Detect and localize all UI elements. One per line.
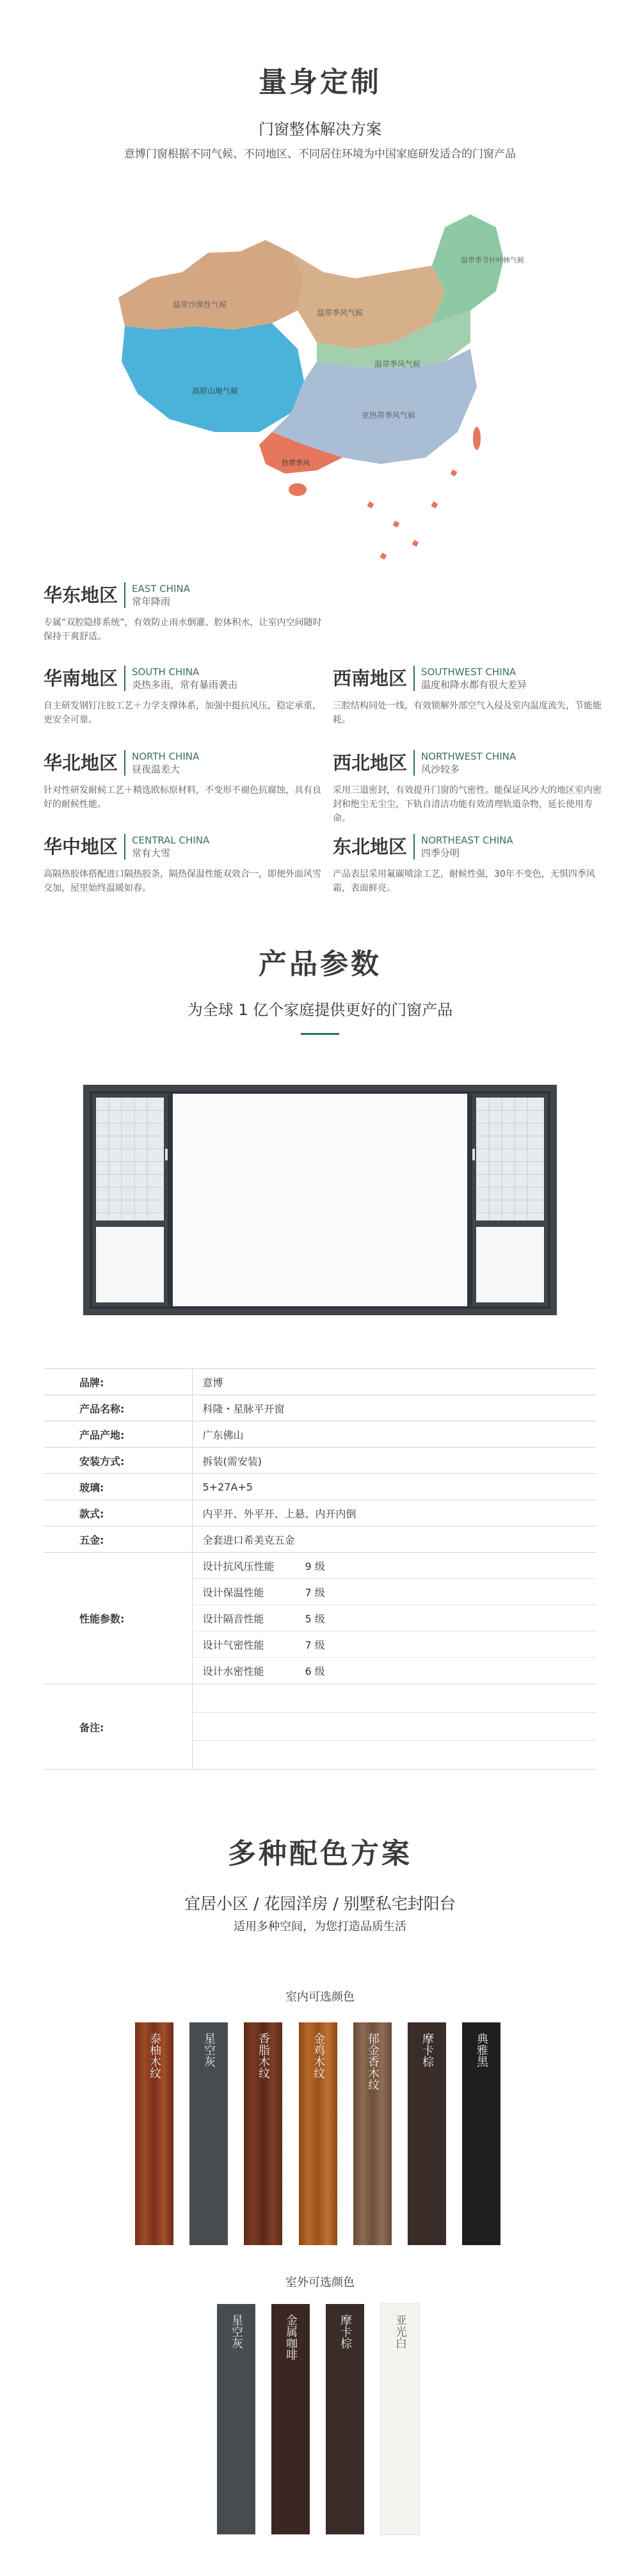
region-central-china: [44, 834, 325, 895]
map-island-south-5: [451, 470, 458, 477]
color-swatch-indoor[interactable]: [353, 2022, 392, 2245]
table-row-performance: [44, 1553, 596, 1684]
region-divider: [124, 750, 125, 776]
region-name: 西南地区: [333, 668, 408, 689]
region-desc: 专属“双腔隐排系统”，有效防止雨水倒灌、腔体积水，让室内空间随时保持干爽舒适。: [44, 618, 322, 642]
table-row: [44, 1500, 596, 1526]
region-divider: [124, 834, 125, 860]
swatch-label: 金鸡木纹: [312, 2033, 325, 2079]
performance-level: 7 级: [305, 1586, 325, 1599]
region-desc: 高隔热胶体搭配进口隔热胶条，隔热保温性能双效合一，即便外面风雪交加，屋里始终温暖如春。: [44, 869, 321, 893]
outdoor-colors-label: 室外可选颜色: [285, 2276, 355, 2289]
map-label-tropical: 热带季风: [282, 460, 310, 467]
map-label-north: 温带季风气候: [317, 308, 364, 317]
region-east-china: [44, 582, 325, 644]
performance-item: [193, 1553, 597, 1579]
region-north-china: [44, 750, 325, 812]
note-cells: [192, 1684, 596, 1770]
color-swatch-indoor[interactable]: [135, 2022, 173, 2245]
map-label-south: 亚热带季风气候: [362, 411, 416, 420]
region-desc: 针对性研发耐候工艺＋精选欧标原材料，不变形不褪色抗腐蚀，具有良好的耐候性能。: [44, 785, 321, 810]
param-value: 内平开、外平开、上悬、内开内倒: [192, 1500, 596, 1526]
region-desc: 采用三道密封，有效提升门窗的气密性。能保证风沙大的地区室内密封和绝尘无尘尘，下轨自清洁功能有效清理轨道杂物，延长使用寿命。: [333, 785, 602, 824]
table-row: [44, 1369, 596, 1395]
map-island-south-4: [431, 502, 438, 509]
region-en: EAST CHINA: [132, 583, 190, 595]
map-island-taiwan: [473, 427, 481, 450]
region-en: SOUTHWEST CHINA: [421, 666, 516, 678]
region-climate: 炎热多雨，常有暴雨袭击: [132, 679, 238, 691]
param-value: 意博: [192, 1369, 596, 1395]
color-swatch-outdoor[interactable]: [271, 2304, 310, 2534]
map-island-hainan: [289, 483, 307, 496]
section-title-colors: 多种配色方案: [228, 1837, 412, 1870]
region-en: SOUTH CHINA: [132, 666, 200, 678]
param-value: 全套进口希美克五金: [192, 1526, 596, 1553]
map-island-south-1: [367, 502, 374, 509]
performance-item: [193, 1579, 597, 1605]
table-row: [44, 1395, 596, 1421]
swatch-label: 金属咖啡: [284, 2314, 298, 2360]
indoor-colors-label: 室内可选颜色: [285, 1990, 355, 2004]
performance-name: 设计隔音性能: [202, 1612, 264, 1625]
color-swatch-outdoor[interactable]: [381, 2304, 419, 2534]
performance-name: 设计抗风压性能: [202, 1560, 275, 1572]
region-desc: 产品表层采用氟碳喷涂工艺，耐候性强，30年不变色，无惧四季风霜，表面鲜亮。: [333, 869, 595, 893]
swatch-label: 摩卡棕: [420, 2033, 434, 2067]
performance-name: 设计保温性能: [202, 1586, 264, 1599]
param-key-note: 备注:: [44, 1684, 192, 1770]
table-row: [44, 1421, 596, 1448]
performance-item: [193, 1658, 597, 1684]
region-name: 华北地区: [44, 752, 118, 774]
map-zone-nw: [118, 240, 304, 330]
color-swatch-indoor[interactable]: [189, 2022, 228, 2245]
map-island-south-6: [380, 553, 387, 560]
region-southwest-china: [333, 666, 602, 727]
section-subtitle-params: 为全球 1 亿个家庭提供更好的门窗产品: [187, 1001, 453, 1019]
section-intro: 意博门窗根据不同气候、不同地区、不同居住环境为中国家庭研发适合的门窗产品: [124, 148, 516, 161]
note-line: [193, 1741, 597, 1769]
param-value: 广东佛山: [192, 1421, 596, 1448]
accent-bar: [301, 1033, 339, 1035]
table-row: [44, 1474, 596, 1500]
performance-item: [193, 1631, 597, 1658]
table-row-note: [44, 1684, 596, 1770]
map-label-nw: 温带沙漠性气候: [173, 300, 227, 309]
swatch-label: 典雅黑: [475, 2033, 488, 2067]
swatch-label: 泰柚木纹: [148, 2033, 161, 2079]
region-desc: 三腔结构同处一线，有效锁解外部空气入侵及室内温度流失，节能能耗。: [333, 701, 602, 725]
map-zone-plateau: [122, 323, 304, 432]
section-title-customization: 量身定制: [259, 66, 381, 99]
region-en: CENTRAL CHINA: [132, 835, 210, 846]
region-name: 华中地区: [44, 836, 118, 858]
region-divider: [413, 834, 415, 860]
param-value: 拆装(需安装): [192, 1448, 596, 1474]
note-line: [193, 1684, 597, 1713]
param-key-performance: 性能参数:: [44, 1553, 192, 1684]
region-en: NORTHEAST CHINA: [421, 835, 513, 846]
section-subtitle-colors: 宜居小区 / 花园洋房 / 别墅私宅封阳台: [184, 1894, 456, 1913]
region-climate: 常有大雪: [132, 847, 171, 859]
performance-level: 9 级: [305, 1560, 325, 1572]
param-key: 产品产地:: [44, 1421, 192, 1448]
region-divider: [413, 750, 415, 776]
map-zone-ne: [432, 214, 504, 323]
map-island-south-2: [393, 521, 400, 528]
region-south-china: [44, 666, 325, 727]
region-climate: 常年降雨: [132, 596, 171, 607]
params-table: [44, 1368, 596, 1770]
region-northeast-china: [333, 834, 602, 895]
swatch-label: 郁金香木纹: [366, 2033, 380, 2090]
map-label-east: 温带季风气候: [374, 360, 421, 369]
swatch-label: 亚光白: [394, 2314, 407, 2349]
section-subtitle2-colors: 适用多种空间，为您打造品质生活: [234, 1920, 406, 1933]
region-climate: 温度和降水都有很大差异: [421, 679, 527, 691]
performance-level: 7 级: [305, 1638, 325, 1651]
region-desc: 自主研发钢钉注胶工艺＋力学支撑体系，加强中挺抗风压，稳定承重，更安全可靠。: [44, 701, 321, 725]
table-row: [44, 1448, 596, 1474]
color-swatch-indoor[interactable]: [244, 2022, 282, 2245]
swatch-label: 星空灰: [230, 2314, 243, 2349]
performance-level: 5 级: [305, 1612, 325, 1625]
color-swatch-outdoor[interactable]: [326, 2304, 364, 2534]
param-key: 安装方式:: [44, 1448, 192, 1474]
param-value: 科隆・星脉平开窗: [192, 1395, 596, 1421]
region-climate: 昼夜温差大: [132, 764, 180, 775]
table-row: [44, 1526, 596, 1553]
color-swatch-indoor[interactable]: [408, 2022, 446, 2245]
param-key: 品牌:: [44, 1369, 192, 1395]
region-en: NORTHWEST CHINA: [421, 751, 516, 762]
region-name: 华东地区: [44, 584, 118, 606]
section-subtitle: 门窗整体解决方案: [259, 120, 381, 138]
note-line: [193, 1713, 597, 1741]
swatch-label: 摩卡棕: [339, 2314, 352, 2349]
performance-name: 设计气密性能: [202, 1638, 264, 1651]
window-product-image: [83, 1085, 557, 1315]
param-key: 玻璃:: [44, 1474, 192, 1500]
china-climate-map: [112, 202, 524, 579]
region-divider: [124, 582, 125, 608]
region-name: 西北地区: [333, 752, 408, 774]
region-northwest-china: [333, 750, 602, 826]
swatch-label: 香脂木纹: [257, 2033, 270, 2079]
region-divider: [124, 666, 125, 691]
region-climate: 四季分明: [421, 847, 460, 859]
param-key: 款式:: [44, 1500, 192, 1526]
region-en: NORTH CHINA: [132, 751, 200, 762]
region-name: 华南地区: [44, 668, 118, 689]
swatch-label: 星空灰: [202, 2033, 216, 2067]
performance-item: [193, 1605, 597, 1631]
map-label-ne: 温带季节针叶林气候: [461, 257, 524, 264]
map-label-plateau: 高原山地气候: [192, 387, 239, 396]
param-value: 5+27A+5: [192, 1474, 596, 1500]
color-swatch-indoor[interactable]: [462, 2022, 500, 2245]
param-key: 五金:: [44, 1526, 192, 1553]
section-title-params: 产品参数: [259, 948, 381, 980]
color-swatch-outdoor[interactable]: [217, 2304, 255, 2534]
color-swatch-indoor[interactable]: [299, 2022, 337, 2245]
performance-name: 设计水密性能: [202, 1665, 264, 1677]
region-climate: 风沙较多: [421, 764, 460, 775]
performance-level: 6 级: [305, 1665, 325, 1677]
region-divider: [413, 666, 415, 691]
region-name: 东北地区: [333, 836, 408, 858]
map-island-south-3: [412, 540, 419, 547]
performance-list: [192, 1553, 596, 1684]
param-key: 产品名称:: [44, 1395, 192, 1421]
